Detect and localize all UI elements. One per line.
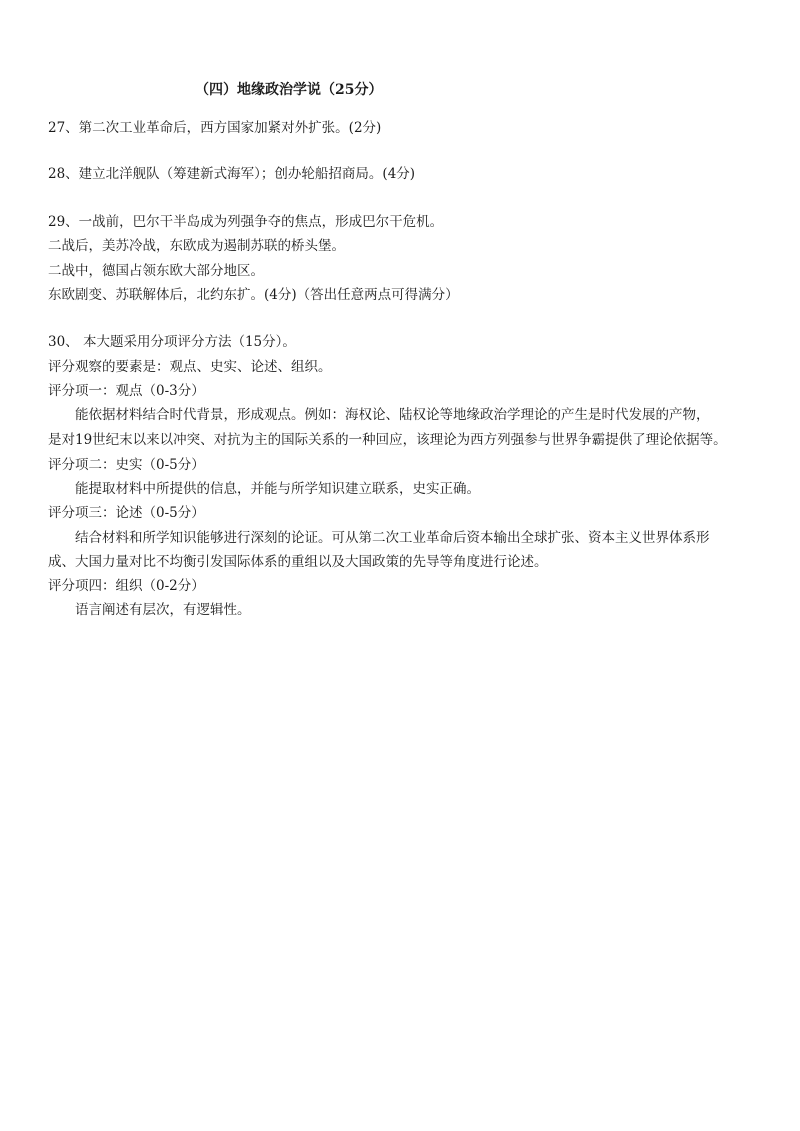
answer-30-heading: 30、 本大题采用分项评分方法（15分）。 bbox=[48, 334, 296, 350]
scoring-item-2-heading: 评分项二：史实（0-5分） bbox=[48, 457, 205, 473]
section-title: （四）地缘政治学说（25分） bbox=[195, 82, 383, 98]
scoring-item-3-text: 结合材料和所学知识能够进行深刻的论证。可从第二次工业革命后资本输出全球扩张、资本主义世界体系形 bbox=[75, 530, 710, 546]
scoring-item-3-text: 成、大国力量对比不均衡引发国际体系的重组以及大国政策的先导等角度进行论述。 bbox=[48, 554, 548, 570]
answer-29-line-3: 二战中，德国占领东欧大部分地区。 bbox=[48, 263, 264, 279]
scoring-item-1-heading: 评分项一：观点（0-3分） bbox=[48, 383, 205, 399]
answer-29-line-4: 东欧剧变、苏联解体后，北约东扩。(4分)（答出任意两点可得满分） bbox=[48, 287, 459, 303]
answer-27: 27、第二次工业革命后，西方国家加紧对外扩张。(2分) bbox=[48, 120, 382, 136]
answer-29-line-1: 29、一战前，巴尔干半岛成为列强争夺的焦点，形成巴尔干危机。 bbox=[48, 214, 444, 230]
answer-29-line-2: 二战后，美苏冷战，东欧成为遏制苏联的桥头堡。 bbox=[48, 238, 345, 254]
scoring-item-4-heading: 评分项四：组织（0-2分） bbox=[48, 578, 205, 594]
scoring-item-3-heading: 评分项三：论述（0-5分） bbox=[48, 505, 205, 521]
scoring-item-4-text: 语言阐述有层次，有逻辑性。 bbox=[75, 602, 251, 618]
scoring-item-1-text: 是对19世纪末以来以冲突、对抗为主的国际关系的一种回应，该理论为西方列强参与世界争霸提供了理论依据等。 bbox=[48, 432, 727, 448]
answer-28: 28、建立北洋舰队（筹建新式海军）；创办轮船招商局。(4分) bbox=[48, 166, 416, 182]
scoring-item-1-text: 能依据材料结合时代背景，形成观点。例如：海权论、陆权论等地缘政治学理论的产生是时代发展的产物， bbox=[75, 407, 710, 423]
scoring-item-2-text: 能提取材料中所提供的信息，并能与所学知识建立联系，史实正确。 bbox=[75, 481, 480, 497]
scoring-elements: 评分观察的要素是：观点、史实、论述、组织。 bbox=[48, 359, 332, 375]
